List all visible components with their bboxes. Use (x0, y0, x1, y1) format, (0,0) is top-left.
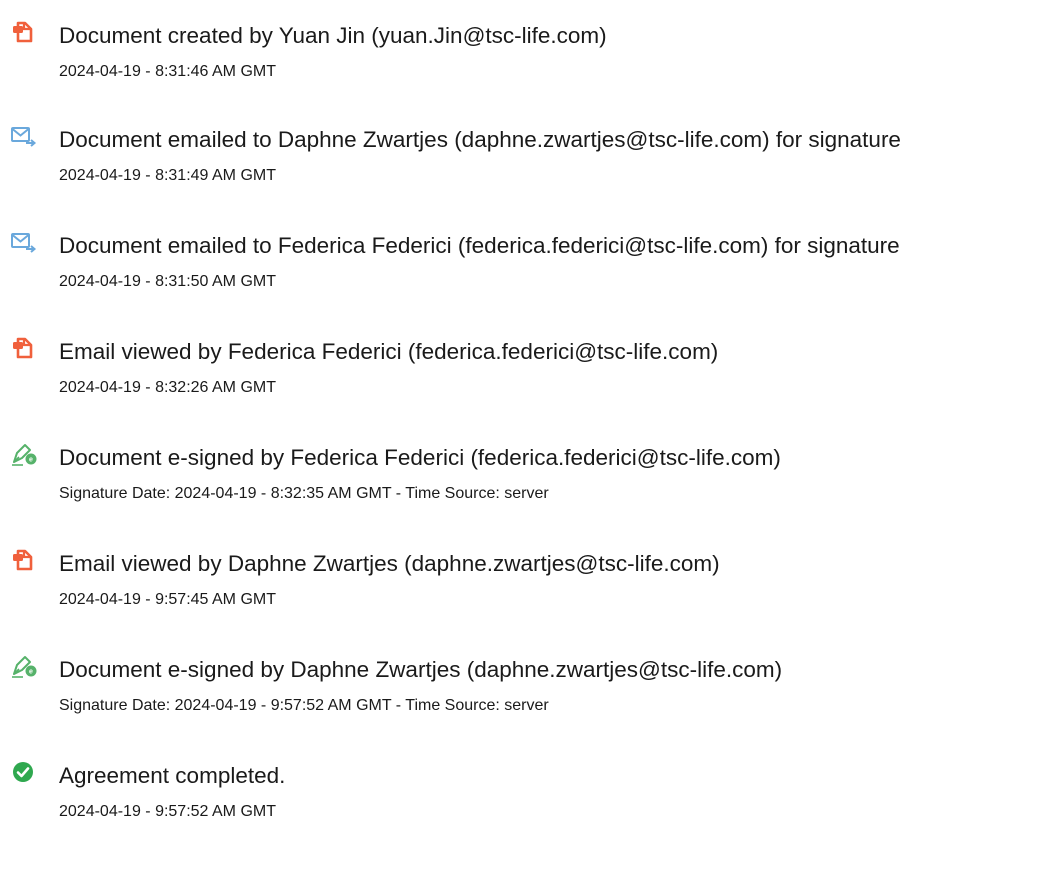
event-timestamp: 2024-04-19 - 8:32:26 AM GMT (59, 379, 276, 396)
event-title: Document e-signed by Federica Federici (federica.federici@tsc-life.com) (59, 445, 781, 470)
event-title: Document emailed to Federica Federici (federica.federici@tsc-life.com) for signature (59, 233, 900, 258)
email-sent-icon (10, 124, 38, 148)
event-title: Document e-signed by Daphne Zwartjes (daphne.zwartjes@tsc-life.com) (59, 657, 783, 682)
audit-event (0, 648, 1057, 728)
event-title: Document created by Yuan Jin (yuan.Jin@tsc-life.com) (59, 23, 607, 48)
check-circle-icon (10, 760, 38, 784)
event-title: Email viewed by Federica Federici (federica.federici@tsc-life.com) (59, 339, 719, 364)
event-title: Agreement completed. (59, 763, 286, 788)
audit-event (0, 118, 1057, 198)
event-title: Email viewed by Daphne Zwartjes (daphne.zwartjes@tsc-life.com) (59, 551, 720, 576)
event-timestamp: Signature Date: 2024-04-19 - 8:32:35 AM GMT - Time Source: server (59, 485, 549, 502)
esign-pen-icon (10, 442, 38, 466)
esign-pen-icon (10, 654, 38, 678)
document-icon (10, 20, 38, 44)
event-timestamp: 2024-04-19 - 8:31:46 AM GMT (59, 63, 276, 80)
event-timestamp: 2024-04-19 - 9:57:45 AM GMT (59, 591, 276, 608)
document-icon (10, 548, 38, 572)
document-icon (10, 336, 38, 360)
audit-event (0, 14, 1057, 94)
email-sent-icon (10, 230, 38, 254)
event-title: Document emailed to Daphne Zwartjes (daphne.zwartjes@tsc-life.com) for signature (59, 127, 901, 152)
svg-text:e: e (29, 456, 33, 464)
svg-text:e: e (29, 668, 33, 676)
audit-event (0, 330, 1057, 410)
event-timestamp: 2024-04-19 - 8:31:49 AM GMT (59, 167, 276, 184)
audit-event (0, 436, 1057, 516)
event-timestamp: 2024-04-19 - 9:57:52 AM GMT (59, 803, 276, 820)
audit-event (0, 224, 1057, 304)
event-timestamp: Signature Date: 2024-04-19 - 9:57:52 AM GMT - Time Source: server (59, 697, 549, 714)
audit-event (0, 542, 1057, 622)
event-timestamp: 2024-04-19 - 8:31:50 AM GMT (59, 273, 276, 290)
audit-event (0, 754, 1057, 834)
